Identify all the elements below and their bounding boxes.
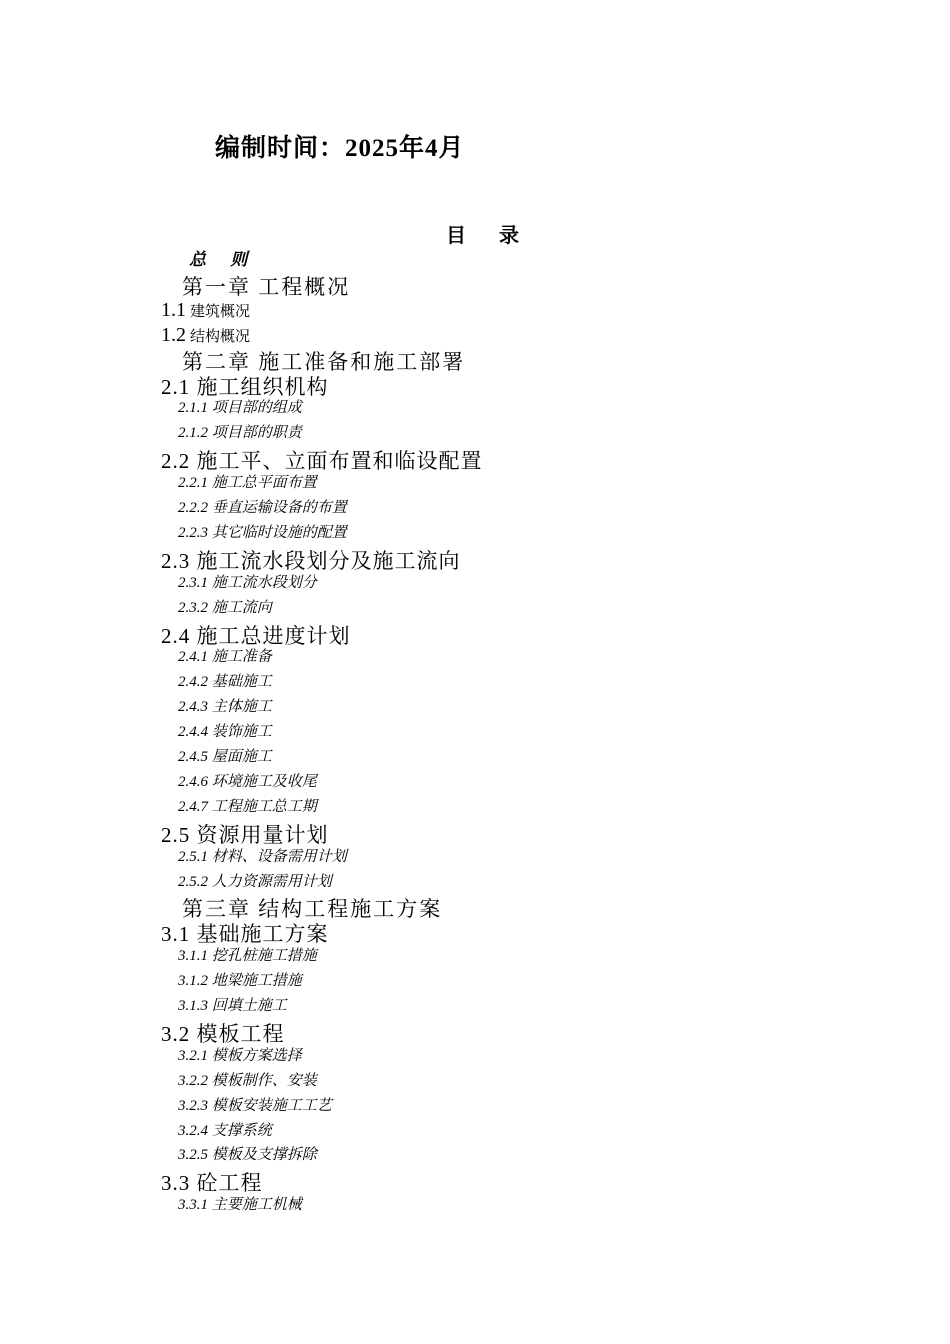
toc-entry-number: 1.1 [161,298,186,321]
toc-entry-chapter[interactable]: 第二章 施工准备和施工部署 [182,349,466,374]
toc-entry-sub[interactable]: 3.2.3 模板安装施工工艺 [178,1097,332,1114]
toc-entry-general[interactable]: 总 则 [189,250,258,269]
toc-title: 目 录 [446,225,533,247]
toc-entry-sub[interactable]: 2.3.1 施工流水段划分 [178,574,317,591]
toc-entry-sub[interactable]: 3.1.1 挖孔桩施工措施 [178,948,317,965]
toc-entry-sec-small[interactable] [161,323,250,349]
toc-entry-sub[interactable]: 3.3.1 主要施工机械 [178,1197,302,1214]
toc-entry-sub[interactable]: 2.2.3 其它临时设施的配置 [178,524,347,541]
toc-entry-sub[interactable]: 2.3.2 施工流向 [178,599,272,616]
toc-entry-sub[interactable]: 2.2.2 垂直运输设备的布置 [178,500,347,516]
toc-entry-sub[interactable]: 2.4.5 屋面施工 [178,749,272,765]
toc-entry-sub[interactable]: 2.4.7 工程施工总工期 [178,798,317,815]
toc-entry-sec[interactable]: 2.4 施工总进度计划 [161,623,351,648]
toc-entry-chapter[interactable]: 第三章 结构工程施工方案 [182,897,443,922]
toc-entry-sec[interactable]: 2.2 施工平、立面布置和临设配置 [161,449,483,474]
toc-entry-sub[interactable]: 2.5.2 人力资源需用计划 [178,873,332,890]
toc-entry-sub[interactable]: 2.4.6 环境施工及收尾 [178,773,317,790]
toc-entry-sec[interactable]: 3.3 砼工程 [161,1171,263,1196]
compile-date: 编制时间：2025年4月 [215,135,465,162]
toc-entry-sub[interactable]: 3.2.2 模板制作、安装 [178,1072,317,1089]
toc-entry-sub[interactable]: 2.1.2 项目部的职责 [178,425,302,442]
toc-entry-sec-small[interactable] [161,298,250,324]
toc-entry-text: 建筑概况 [190,303,251,320]
toc-entry-number: 1.2 [161,323,186,346]
toc-entry-sub[interactable]: 2.4.1 施工准备 [178,649,272,666]
toc-entry-sub[interactable]: 2.4.3 主体施工 [178,699,272,716]
toc-entry-sub[interactable]: 2.4.4 装饰施工 [178,724,272,741]
toc-entry-sec[interactable]: 3.1 基础施工方案 [161,922,329,947]
toc-entry-sec[interactable]: 3.2 模板工程 [161,1021,285,1046]
toc-entry-chapter[interactable]: 第一章 工程概况 [182,274,351,299]
toc-entry-sec[interactable]: 2.5 资源用量计划 [161,822,329,847]
toc-entry-text: 结构概况 [190,328,251,345]
toc-entry-sub[interactable]: 2.5.1 材料、设备需用计划 [178,848,347,865]
toc-entry-sec[interactable]: 2.1 施工组织机构 [161,374,329,399]
toc-entry-sub[interactable]: 3.2.5 模板及支撑拆除 [178,1147,317,1164]
toc-entry-sub[interactable]: 3.1.3 回填土施工 [178,998,287,1014]
toc-entry-sub[interactable]: 2.4.2 基础施工 [178,674,272,691]
toc-entry-sub[interactable]: 2.1.1 项目部的组成 [178,400,302,417]
toc-entry-sub[interactable]: 3.2.1 模板方案选择 [178,1047,302,1064]
toc-entry-sub[interactable]: 3.1.2 地梁施工措施 [178,973,302,990]
toc-entry-sec[interactable]: 2.3 施工流水段划分及施工流向 [161,548,461,573]
toc-entry-sub[interactable]: 2.2.1 施工总平面布置 [178,475,317,492]
toc-entry-sub[interactable]: 3.2.4 支撑系统 [178,1122,272,1139]
